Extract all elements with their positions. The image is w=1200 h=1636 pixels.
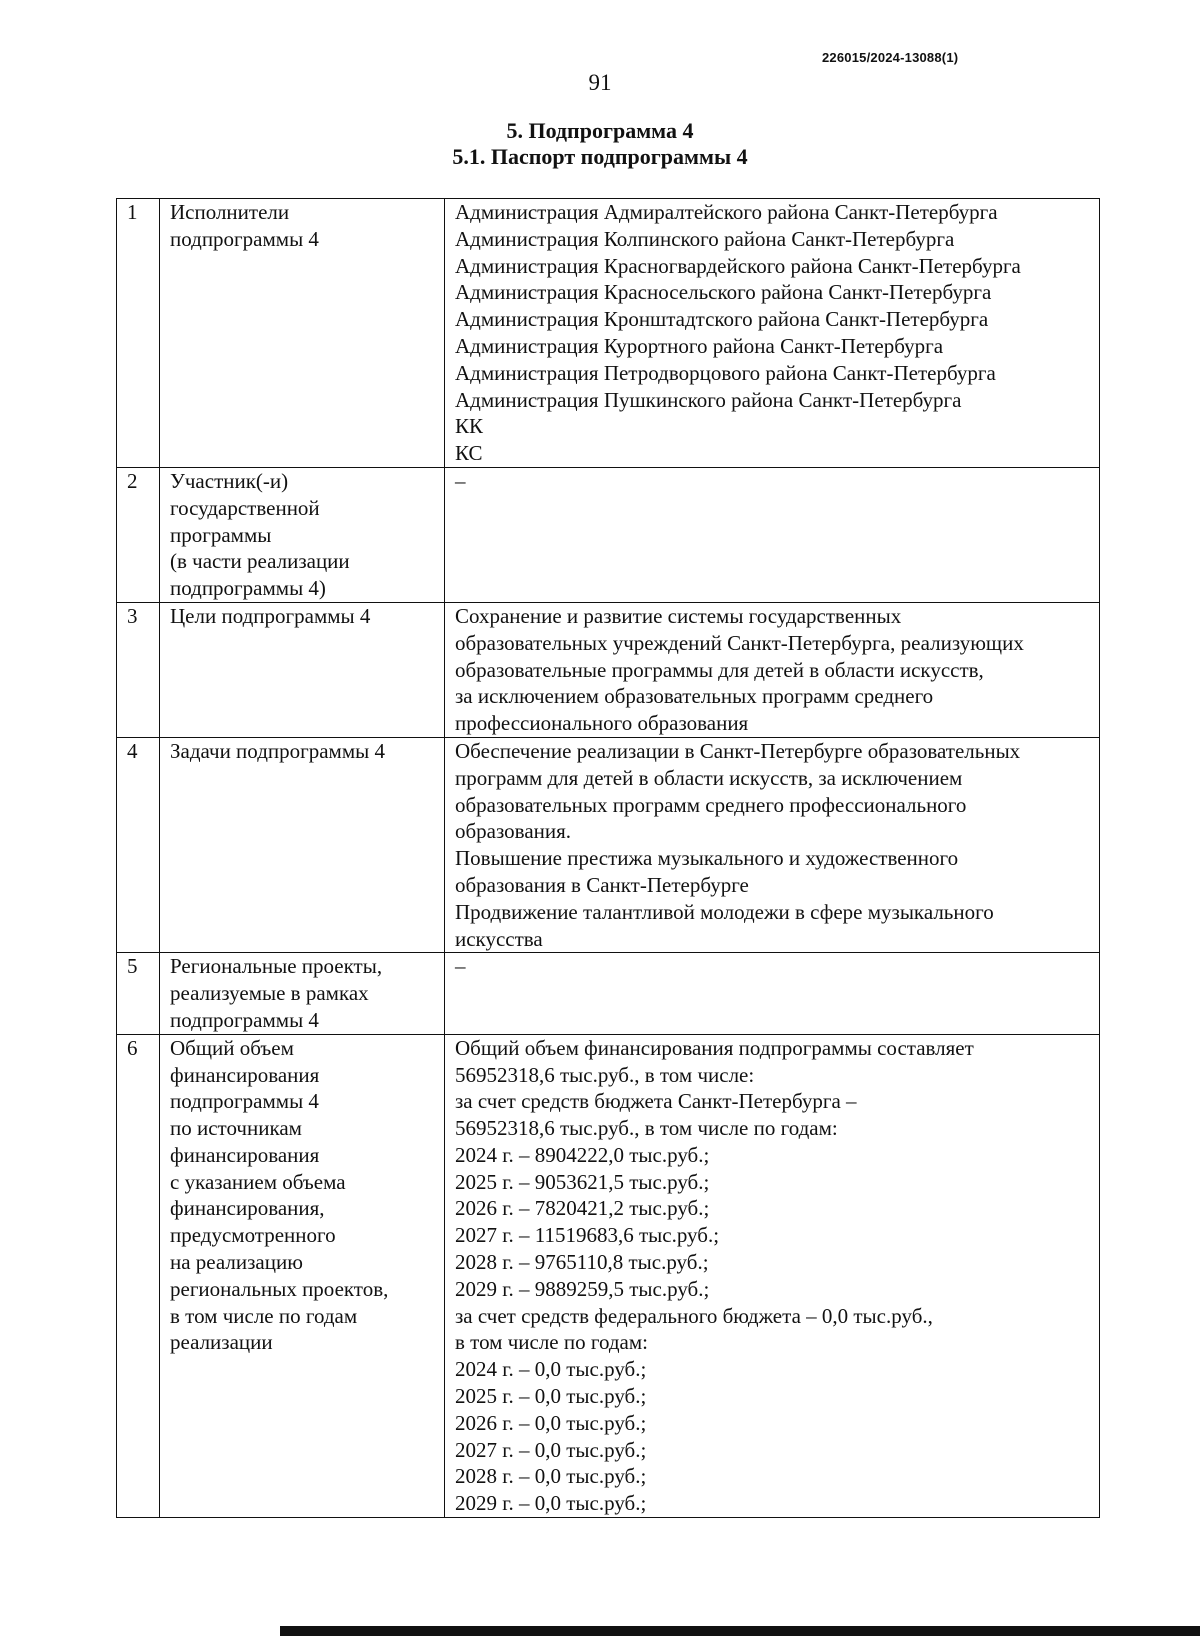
document-registration-number: 226015/2024-13088(1) xyxy=(822,50,959,65)
row-number: 3 xyxy=(117,602,160,737)
row-number: 4 xyxy=(117,737,160,952)
value-line: – xyxy=(455,954,466,979)
financing-line: 2028 г. – 9765110,8 тыс.руб.; xyxy=(455,1250,709,1275)
financing-line: 2029 г. – 9889259,5 тыс.руб.; xyxy=(455,1276,710,1301)
table-row xyxy=(117,467,1100,602)
financing-line: за счет средств федерального бюджета – 0,0 тыс.руб., xyxy=(455,1303,933,1328)
row-value xyxy=(445,199,1100,468)
financing-line: в том числе по годам: xyxy=(455,1330,648,1355)
value-line: искусства xyxy=(455,926,543,951)
row-value xyxy=(445,737,1100,952)
financing-line: Общий объем финансирования подпрограммы составляет xyxy=(455,1035,974,1060)
financing-line: 2027 г. – 11519683,6 тыс.руб.; xyxy=(455,1223,720,1248)
label-line: Участник(-и) xyxy=(170,468,289,493)
value-line: образовательных учреждений Санкт-Петербурга, реализующих xyxy=(455,630,1024,655)
label-line: в том числе по годам xyxy=(170,1303,358,1328)
executor-line: Администрация Красносельского района Санкт-Петербурга xyxy=(455,280,992,305)
financing-line: 2027 г. – 0,0 тыс.руб.; xyxy=(455,1437,647,1462)
value-line: образования в Санкт-Петербурге xyxy=(455,872,749,897)
table-row xyxy=(117,953,1100,1034)
label-line: государственной xyxy=(170,495,320,520)
row-number: 1 xyxy=(117,199,160,468)
executor-line: Администрация Кронштадтского района Санкт-Петербурга xyxy=(455,307,989,332)
row-number: 2 xyxy=(117,467,160,602)
label-line: Исполнители xyxy=(170,200,290,224)
row-value xyxy=(445,953,1100,1034)
label-line: финансирования, xyxy=(170,1196,325,1221)
label-line: по источникам xyxy=(170,1116,302,1141)
label-line: на реализацию xyxy=(170,1250,303,1275)
label-line: реализации xyxy=(170,1330,273,1355)
label-line: региональных проектов, xyxy=(170,1276,389,1301)
label-line: подпрограммы 4) xyxy=(170,576,326,601)
page-number: 91 xyxy=(588,70,612,95)
scan-bottom-edge xyxy=(280,1626,1200,1636)
financing-line: 56952318,6 тыс.руб., в том числе по годам: xyxy=(455,1116,838,1141)
row-label xyxy=(160,199,445,468)
label-line: подпрограммы 4 xyxy=(170,1089,319,1114)
executor-line: Администрация Адмиралтейского района Санкт-Петербурга xyxy=(455,200,998,224)
value-line: образовательных программ среднего профессионального xyxy=(455,792,967,817)
value-line: образования. xyxy=(455,819,572,844)
executor-line: КС xyxy=(455,441,483,466)
section-title: 5. Подпрограмма 4 xyxy=(506,118,694,143)
label-line: подпрограммы 4 xyxy=(170,226,319,251)
table-row xyxy=(117,1034,1100,1517)
label-line: финансирования xyxy=(170,1062,320,1087)
value-line: программ для детей в области искусств, за исключением xyxy=(455,765,963,790)
row-label xyxy=(160,737,445,952)
label-line: Региональные проекты, xyxy=(170,954,383,979)
financing-line: 2024 г. – 0,0 тыс.руб.; xyxy=(455,1357,647,1382)
label-line: (в части реализации xyxy=(170,549,350,574)
value-line: Обеспечение реализации в Санкт-Петербурге образовательных xyxy=(455,738,1021,763)
row-label xyxy=(160,1034,445,1517)
label-line: с указанием объема xyxy=(170,1169,346,1194)
value-line: Продвижение талантливой молодежи в сфере музыкального xyxy=(455,899,994,924)
financing-line: за счет средств бюджета Санкт-Петербурга – xyxy=(455,1089,857,1114)
label-line: предусмотренного xyxy=(170,1223,336,1248)
executor-line: КК xyxy=(455,414,484,439)
row-value xyxy=(445,467,1100,602)
table-row xyxy=(117,737,1100,952)
label-line: финансирования xyxy=(170,1142,320,1167)
value-line: образовательные программы для детей в области искусств, xyxy=(455,657,984,682)
subprogram-passport-table xyxy=(116,198,1100,1518)
value-line: за исключением образовательных программ среднего xyxy=(455,684,934,709)
financing-line: 2029 г. – 0,0 тыс.руб.; xyxy=(455,1491,647,1516)
financing-line: 2026 г. – 7820421,2 тыс.руб.; xyxy=(455,1196,710,1221)
value-line: Сохранение и развитие системы государственных xyxy=(455,603,902,628)
value-line: – xyxy=(455,468,466,493)
row-label xyxy=(160,953,445,1034)
financing-line: 2025 г. – 0,0 тыс.руб.; xyxy=(455,1384,647,1409)
financing-line: 2025 г. – 9053621,5 тыс.руб.; xyxy=(455,1169,710,1194)
row-number: 6 xyxy=(117,1034,160,1517)
financing-line: 2024 г. – 8904222,0 тыс.руб.; xyxy=(455,1142,710,1167)
financing-line: 2026 г. – 0,0 тыс.руб.; xyxy=(455,1410,647,1435)
section-subtitle: 5.1. Паспорт подпрограммы 4 xyxy=(452,144,748,169)
row-number: 5 xyxy=(117,953,160,1034)
table-row xyxy=(117,199,1100,468)
financing-line: 56952318,6 тыс.руб., в том числе: xyxy=(455,1062,755,1087)
executor-line: Администрация Пушкинского района Санкт-Петербурга xyxy=(455,387,962,412)
label-line: реализуемые в рамках xyxy=(170,981,369,1006)
executor-line: Администрация Курортного района Санкт-Петербурга xyxy=(455,333,944,358)
label-line: Общий объем xyxy=(170,1035,294,1060)
value-line: Повышение престижа музыкального и художественного xyxy=(455,846,959,871)
row-label xyxy=(160,602,445,737)
executor-line: Администрация Красногвардейского района Санкт-Петербурга xyxy=(455,253,1021,278)
row-value xyxy=(445,602,1100,737)
financing-line: 2028 г. – 0,0 тыс.руб.; xyxy=(455,1464,647,1489)
label-line: Цели подпрограммы 4 xyxy=(170,603,371,628)
executor-line: Администрация Петродворцового района Санкт-Петербурга xyxy=(455,360,996,385)
executor-line: Администрация Колпинского района Санкт-Петербурга xyxy=(455,226,955,251)
table-row xyxy=(117,602,1100,737)
row-label xyxy=(160,467,445,602)
row-value xyxy=(445,1034,1100,1517)
label-line: подпрограммы 4 xyxy=(170,1007,319,1032)
label-line: Задачи подпрограммы 4 xyxy=(170,738,385,763)
label-line: программы xyxy=(170,522,272,547)
value-line: профессионального образования xyxy=(455,711,749,736)
